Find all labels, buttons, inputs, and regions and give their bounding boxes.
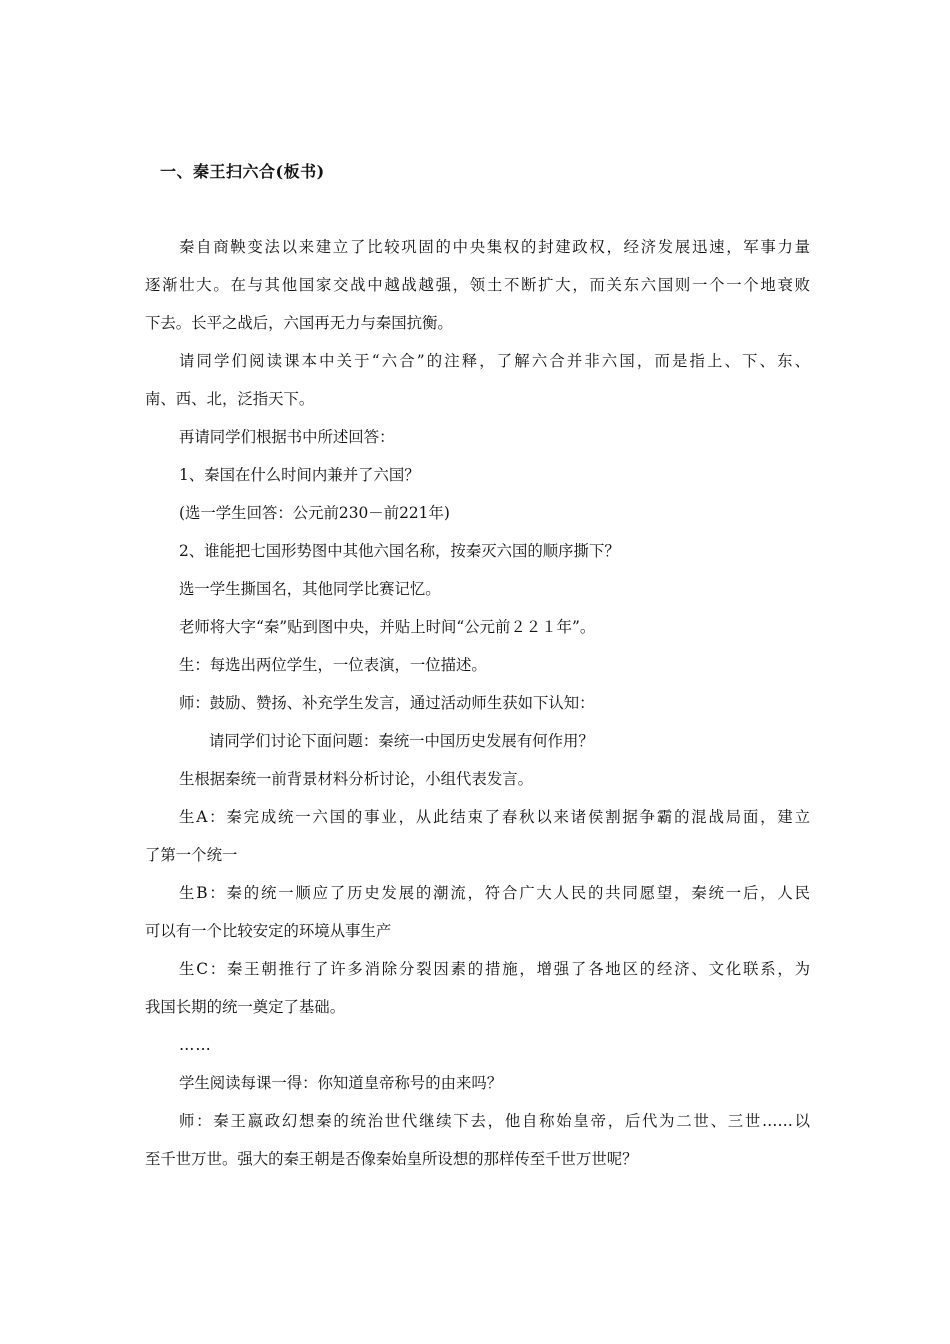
student-answer-line: 生C：秦王朝推行了许多消除分裂因素的措施，增强了各地区的经济、文化联系，为	[179, 960, 810, 978]
paragraph-line: 再请同学们根据书中所述回答：	[179, 428, 395, 446]
student-answer-line: 我国长期的统一奠定了基础。	[145, 998, 346, 1016]
paragraph-line: 秦自商鞅变法以来建立了比较巩固的中央集权的封建政权，经济发展迅速，军事力量	[179, 238, 810, 256]
paragraph-line: 选一学生撕国名，其他同学比赛记忆。	[179, 580, 441, 598]
paragraph-line: 生：每选出两位学生，一位表演，一位描述。	[179, 656, 487, 674]
student-answer-line: 生B：秦的统一顺应了历史发展的潮流，符合广大人民的共同愿望，秦统一后，人民	[179, 884, 810, 902]
paragraph-line: 师：鼓励、赞扬、补充学生发言，通过活动师生获如下认知：	[179, 694, 595, 712]
answer-line: (选一学生回答：公元前230－前221年)	[179, 504, 450, 522]
paragraph-line: 下去。长平之战后，六国再无力与秦国抗衡。	[145, 314, 453, 332]
document-body	[145, 228, 810, 1178]
paragraph-line: 至千世万世。强大的秦王朝是否像秦始皇所设想的那样传至千世万世呢？	[145, 1150, 638, 1168]
question-line: 2、谁能把七国形势图中其他六国名称，按秦灭六国的顺序撕下？	[179, 542, 620, 560]
student-answer-line: 可以有一个比较安定的环境从事生产	[145, 922, 392, 940]
paragraph-line: 生根据秦统一前背景材料分析讨论，小组代表发言。	[179, 770, 533, 788]
paragraph-line: 逐渐壮大。在与其他国家交战中越战越强，领土不断扩大，而关东六国则一个一个地衰败	[145, 276, 810, 294]
ellipsis-line: ……	[179, 1036, 212, 1054]
paragraph-line: 老师将大字“秦”贴到图中央，并贴上时间“公元前２２１年”。	[179, 618, 596, 636]
student-answer-line: 了第一个统一	[145, 846, 238, 864]
question-line: 1、秦国在什么时间内兼并了六国？	[179, 466, 420, 484]
paragraph-line: 南、西、北，泛指天下。	[145, 390, 315, 408]
paragraph-line: 请同学们讨论下面问题：秦统一中国历史发展有何作用？	[209, 732, 594, 750]
section-heading: 一、秦王扫六合(板书)	[160, 162, 325, 181]
paragraph-line: 学生阅读每课一得：你知道皇帝称号的由来吗？	[179, 1074, 503, 1092]
student-answer-line: 生A：秦完成统一六国的事业，从此结束了春秋以来诸侯割据争霸的混战局面，建立	[179, 808, 810, 826]
paragraph-line: 师：秦王嬴政幻想秦的统治世代继续下去，他自称始皇帝，后代为二世、三世……以	[179, 1112, 810, 1130]
paragraph-line: 请同学们阅读课本中关于“六合”的注释，了解六合并非六国，而是指上、下、东、	[179, 352, 810, 370]
